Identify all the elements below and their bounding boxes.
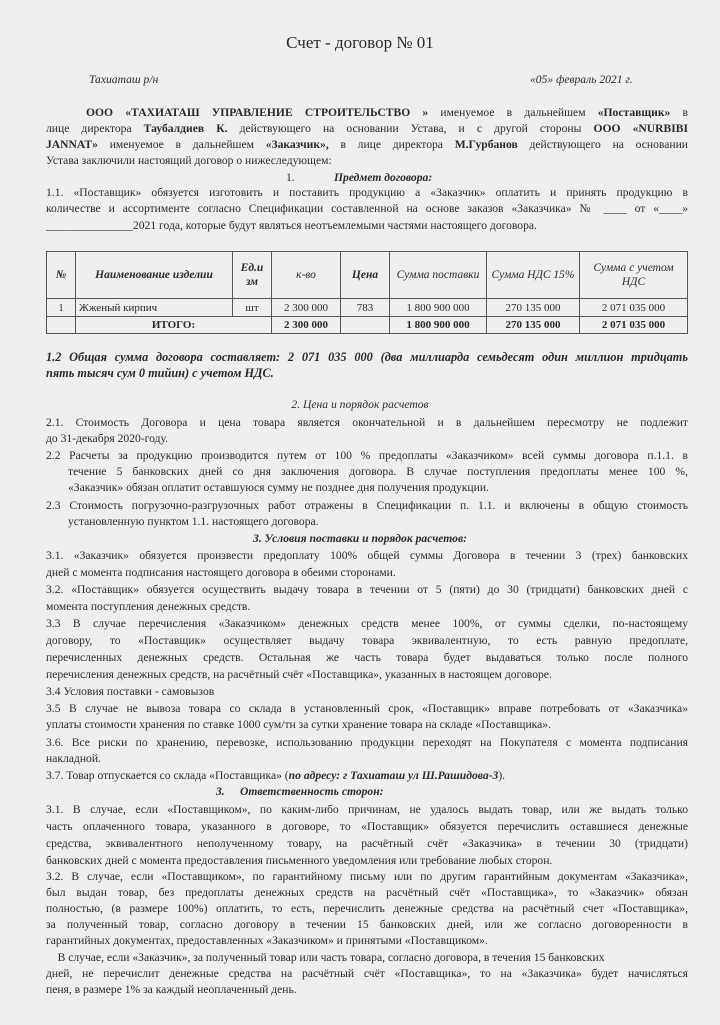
text: лице директора xyxy=(46,122,144,135)
col-header: Сумма с учетом НДС xyxy=(580,252,688,299)
total-amount-line: пять тысяч сум 0 тийин) с учетом НДС. xyxy=(46,366,274,380)
paragraph-line: дней, не перечислит денежные средства на расчётный счёт «Поставщика», то на «Заказчика» будет начисляться xyxy=(46,967,688,980)
paragraph-line: дней с момента подписания настоящего договора в обеими сторонами. xyxy=(46,566,396,579)
paragraph-line: был выдан товар, без предоплаты денежных средств на расчётный счёт «Поставщика», то «Заказчик» обязан xyxy=(46,886,688,899)
paragraph-line: 3.1. «Заказчик» обязуется произвести предоплату 100% общей суммы Договора в течении 3 (трех) банковских xyxy=(46,549,688,562)
cell: 1 800 900 000 xyxy=(390,299,487,317)
paragraph-line: 1.1. «Поставщик» обязуется изготовить и поставить продукцию а «Заказчик» оплатить и принять продукцию в xyxy=(46,186,688,199)
director-name: Таубалдиев К. xyxy=(143,122,228,135)
paragraph-line: 2.2 Расчеты за продукцию производится путем от 100 % предоплаты «Заказчиком» всей суммы договора п.1.1. в xyxy=(46,449,688,462)
paragraph-line: уплаты стоимости хранения по ставке 1000 сум/тн за сутки хранение товара на складе «Поставщика». xyxy=(46,718,551,731)
intro-line xyxy=(46,106,688,120)
total-sum: 1 800 900 000 xyxy=(390,317,487,334)
paragraph-line: 3.1. В случае, если «Поставщиком», по каким-либо причинам, не удалось выдать товар, или же выдать только xyxy=(46,803,688,816)
paragraph-line: установленную пунктом 1.1. настоящего договора. xyxy=(68,515,319,528)
text: «Поставщик» xyxy=(597,106,671,119)
paragraph-line: за полученный товар, согласно договору в течении 15 банковских дней, или же согласно договоренности в xyxy=(46,918,688,931)
cell: Жженый кирпич xyxy=(76,299,233,317)
text: действующего на основании Устава, и с другой стороны xyxy=(227,122,594,135)
paragraph-line: договору, то «Поставщик» осуществляет выдачу товара эквивалентную, то есть равную предоплате, xyxy=(46,634,688,647)
paragraph-line: банковских дней с момента предоставления письменного уведомления или требование любых сторон. xyxy=(46,854,553,867)
place: Тахиаташ р/н xyxy=(89,73,159,86)
col-header: к-во xyxy=(272,252,341,299)
text: в лице директора xyxy=(328,138,455,151)
paragraph-line: гарантийных документах, предоставленных «Заказчиком» и принятыми «Поставщиком». xyxy=(46,934,488,947)
warehouse-address: по адресу: г Тахиаташ ул Ш.Рашидова-3 xyxy=(288,769,499,782)
paragraph-line: 3.2. «Поставщик» обязуется осуществить выдачу товара в течении от 5 (пяти) до 30 (тридцати) банковских дней с xyxy=(46,583,688,596)
text: именуемое в дальнейшем xyxy=(428,106,598,119)
text: 3.7. Товар отпускается со склада «Поставщика» ( xyxy=(46,769,289,782)
intro-line xyxy=(46,138,688,152)
paragraph-line: 3.5 В случае не вывоза товара со склада в установленный срок, «Поставщик» вправе потребовать от «Заказчика» xyxy=(46,702,688,715)
paragraph-line: 3.3 В случае перечисления «Заказчиком» денежных средств менее 100%, от суммы сделки, по-настоящему xyxy=(46,617,688,630)
table-header-row xyxy=(47,252,688,299)
section-title: Ответственность сторон: xyxy=(240,785,384,798)
paragraph-line: «Заказчик» обязан оплатит оставшуюся сумму не позднее дня получения продукции. xyxy=(68,481,489,494)
intro-line xyxy=(46,154,332,168)
paragraph-line: количестве и ассортименте согласно Спецификации составленной на основе заказов «Заказчика» № ____ от «____» xyxy=(46,202,688,215)
section-number: 1. xyxy=(286,171,295,184)
col-header: Ед.и зм xyxy=(233,252,272,299)
table-row xyxy=(47,299,688,317)
col-header: Сумма поставки xyxy=(390,252,487,299)
paragraph-line: накладной. xyxy=(46,752,101,765)
specification-table xyxy=(46,251,688,334)
cell: 2 300 000 xyxy=(272,299,341,317)
cell: 270 135 000 xyxy=(487,299,580,317)
paragraph-line xyxy=(46,769,505,783)
paragraph-line: _______________2021 года, которые будут являться неотъемлемыми частями настоящего договора. xyxy=(46,219,537,232)
total-vat: 270 135 000 xyxy=(487,317,580,334)
cell: 2 071 035 000 xyxy=(580,299,688,317)
paragraph-line: до 31-декабря 2020-году. xyxy=(46,432,169,445)
text: «Заказчик», xyxy=(265,138,329,151)
section-title: Предмет договора: xyxy=(334,171,433,184)
paragraph-line: полностью, (в размере 100%) оплатить, то есть, перечислить денежные средства на расчётный счет «Поставщика», xyxy=(46,902,688,915)
supplier-name: ООО «ТАХИАТАШ УПРАВЛЕНИЕ СТРОИТЕЛЬСТВО » xyxy=(86,106,429,119)
paragraph-line: 3.4 Условия поставки - самовызов xyxy=(46,685,215,698)
customer-director: М.Гурбанов xyxy=(454,138,518,151)
cell: 783 xyxy=(341,299,390,317)
text: Устава заключили настоящий договор о нижеследующем: xyxy=(46,154,332,167)
col-header: Цена xyxy=(341,252,390,299)
col-header: Наименование изделии xyxy=(76,252,233,299)
document-title: Счет - договор № 01 xyxy=(286,33,434,52)
paragraph-line: момента поступления денежных средств. xyxy=(46,600,251,613)
col-header: Сумма НДС 15% xyxy=(487,252,580,299)
paragraph-line: перечисления денежных средств, на расчётный счёт «Поставщика», указанных в настоящем договоре. xyxy=(46,668,552,681)
total-with-vat: 2 071 035 000 xyxy=(580,317,688,334)
paragraph-line: перечисленных денежных средств. Остальная же часть товара будет выдаваться только после полного xyxy=(46,651,688,664)
table-total-row xyxy=(47,317,688,334)
section-title: 2. Цена и порядок расчетов xyxy=(291,398,429,411)
paragraph-line: течение 5 банковских дней со дня заключения договора. В случае поступления предоплаты менее 100 %, xyxy=(68,465,688,478)
customer-name: ООО «NURBIBI xyxy=(593,122,688,135)
paragraph-line: 2.1. Стоимость Договора и цена товара является окончательной и в дальнейшем пересмотру не подлежит xyxy=(46,416,688,429)
total-label: ИТОГО: xyxy=(76,317,272,334)
paragraph-line: 3.2. В случае, если «Поставщиком», по гарантийному письму или по другим гарантийным документам «Заказчика», xyxy=(46,870,688,883)
text: именуемое в дальнейшем xyxy=(97,138,266,151)
paragraph-line: пеня, в размере 1% за каждый неоплаченный день. xyxy=(46,983,297,996)
text: ). xyxy=(498,769,506,782)
total-amount-line: 1.2 Общая сумма договора составляет: 2 071 035 000 (два миллиарда семьдесят один миллион тридцать xyxy=(46,350,688,364)
col-header: № xyxy=(47,252,76,299)
text: действующего на основании xyxy=(517,138,688,151)
section-title: 3. Условия поставки и порядок расчетов: xyxy=(252,532,467,545)
paragraph-line: 3.6. Все риски по хранению, перевозке, использованию продукции переходят на Покупателя с момента подписания xyxy=(46,736,688,749)
intro-line xyxy=(46,122,688,136)
date: «05» февраль 2021 г. xyxy=(530,73,633,86)
customer-name-cont: JANNAT» xyxy=(46,138,98,151)
paragraph-line: часть оплаченного товара, указанного в договоре, то «Поставщик» обязуется перечислить оставшиеся денежные xyxy=(46,820,688,833)
text: в xyxy=(670,106,688,119)
paragraph-line: В случае, если «Заказчик», за полученный товар или часть товара, согласно договора, в течения 15 банковских xyxy=(46,951,605,964)
cell: шт xyxy=(233,299,272,317)
paragraph-line: 2.3 Стоимость погрузочно-разгрузочных работ отражены в Спецификации п. 1.1. и включены в общую стоимость xyxy=(46,499,688,512)
cell: 1 xyxy=(47,299,76,317)
paragraph-line: средства, эквивалентного неполученному товару, на расчётный счёт «Заказчика» в течении 30 (тридцати) xyxy=(46,837,688,850)
section-number: 3. xyxy=(216,785,225,798)
cell xyxy=(47,317,76,334)
cell xyxy=(341,317,390,334)
total-qty: 2 300 000 xyxy=(272,317,341,334)
